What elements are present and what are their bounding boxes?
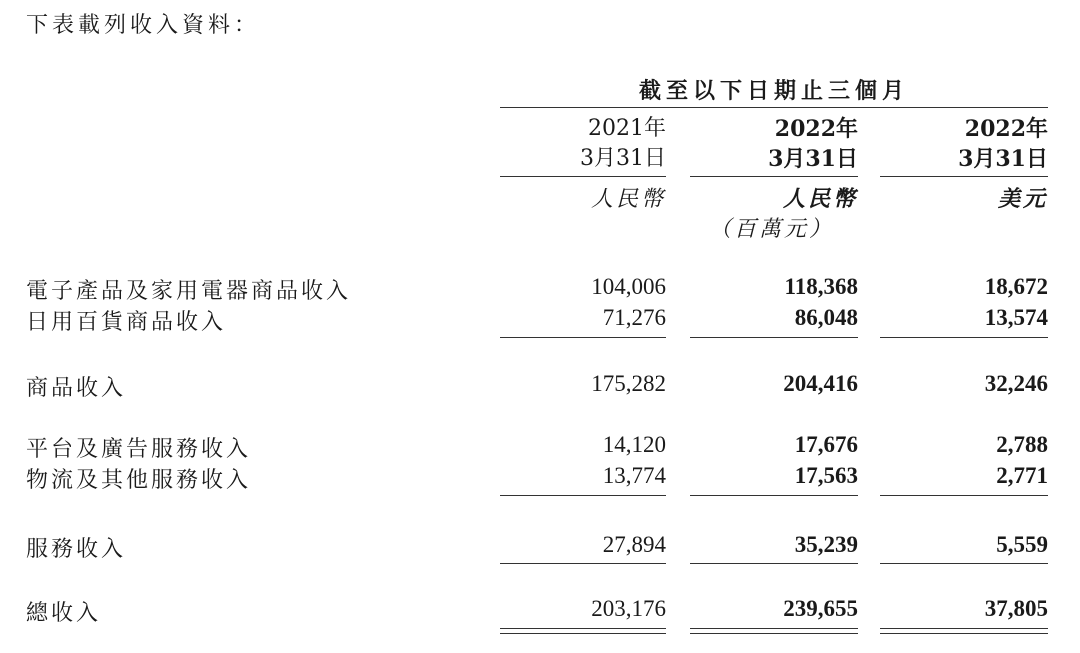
row-platform-ads-2021: 14,120 bbox=[602, 432, 666, 457]
col2-date: 3月31日 bbox=[768, 146, 858, 172]
row-electronics-2021: 104,006 bbox=[591, 274, 666, 299]
row-service-revenue-2021: 27,894 bbox=[602, 532, 666, 557]
row-product-revenue-2022-usd: 32,246 bbox=[984, 371, 1048, 396]
col2-currency: 人民幣 bbox=[782, 186, 858, 212]
col2-year: 2022年 bbox=[774, 116, 858, 142]
subtotal-rule-3 bbox=[880, 563, 1048, 564]
row-general-merchandise-2022-rmb: 86,048 bbox=[794, 305, 858, 330]
subtotal-rule-3 bbox=[690, 563, 858, 564]
row-electronics-2022-rmb: 118,368 bbox=[784, 274, 858, 299]
row-platform-ads-2022-usd: 2,788 bbox=[996, 432, 1048, 457]
row-product-revenue-2022-rmb: 204,416 bbox=[783, 371, 858, 396]
row-label-total-revenue: 總收入 bbox=[26, 601, 102, 626]
row-electronics-2022-usd: 18,672 bbox=[984, 274, 1048, 299]
row-platform-ads-2022-rmb: 17,676 bbox=[794, 432, 858, 457]
row-service-revenue-2022-usd: 5,559 bbox=[996, 532, 1048, 557]
row-service-revenue-2022-rmb: 35,239 bbox=[794, 532, 858, 557]
row-product-revenue-2021: 175,282 bbox=[591, 371, 666, 396]
row-label-general-merchandise: 日用百貨商品收入 bbox=[26, 310, 227, 335]
row-logistics-2022-usd: 2,771 bbox=[996, 463, 1048, 488]
period-header-rule bbox=[500, 107, 1048, 108]
row-label-logistics: 物流及其他服務收入 bbox=[26, 468, 252, 493]
col1-date: 3月31日 bbox=[580, 146, 666, 171]
col3-header-rule bbox=[880, 176, 1048, 177]
total-double-rule bbox=[690, 628, 858, 634]
total-double-rule bbox=[500, 628, 666, 634]
subtotal-rule-1 bbox=[880, 337, 1048, 338]
row-label-product-revenue: 商品收入 bbox=[26, 376, 127, 401]
period-header: 截至以下日期止三個月 bbox=[638, 78, 909, 104]
subtotal-rule-1 bbox=[690, 337, 858, 338]
col1-currency: 人民幣 bbox=[590, 187, 666, 212]
col1-year: 2021年 bbox=[588, 116, 666, 141]
row-total-revenue-2021: 203,176 bbox=[591, 596, 666, 621]
col1-header-rule bbox=[500, 176, 666, 177]
row-label-electronics: 電子產品及家用電器商品收入 bbox=[26, 279, 352, 304]
row-total-revenue-2022-rmb: 239,655 bbox=[783, 596, 858, 621]
col3-date: 3月31日 bbox=[958, 146, 1048, 172]
row-logistics-2021: 13,774 bbox=[602, 463, 666, 488]
col2-unit: （百萬元） bbox=[708, 217, 834, 242]
subtotal-rule-3 bbox=[500, 563, 666, 564]
col3-currency: 美元 bbox=[997, 186, 1048, 212]
col2-header-rule bbox=[690, 176, 858, 177]
subtotal-rule-1 bbox=[500, 337, 666, 338]
row-general-merchandise-2021: 71,276 bbox=[602, 305, 666, 330]
intro-text: 下表載列收入資料： bbox=[26, 13, 261, 38]
col3-year: 2022年 bbox=[964, 116, 1048, 142]
row-general-merchandise-2022-usd: 13,574 bbox=[984, 305, 1048, 330]
total-double-rule bbox=[880, 628, 1048, 634]
subtotal-rule-2 bbox=[880, 495, 1048, 496]
row-label-platform-ads: 平台及廣告服務收入 bbox=[26, 437, 252, 462]
row-total-revenue-2022-usd: 37,805 bbox=[984, 596, 1048, 621]
row-logistics-2022-rmb: 17,563 bbox=[794, 463, 858, 488]
subtotal-rule-2 bbox=[500, 495, 666, 496]
subtotal-rule-2 bbox=[690, 495, 858, 496]
row-label-service-revenue: 服務收入 bbox=[26, 537, 127, 562]
